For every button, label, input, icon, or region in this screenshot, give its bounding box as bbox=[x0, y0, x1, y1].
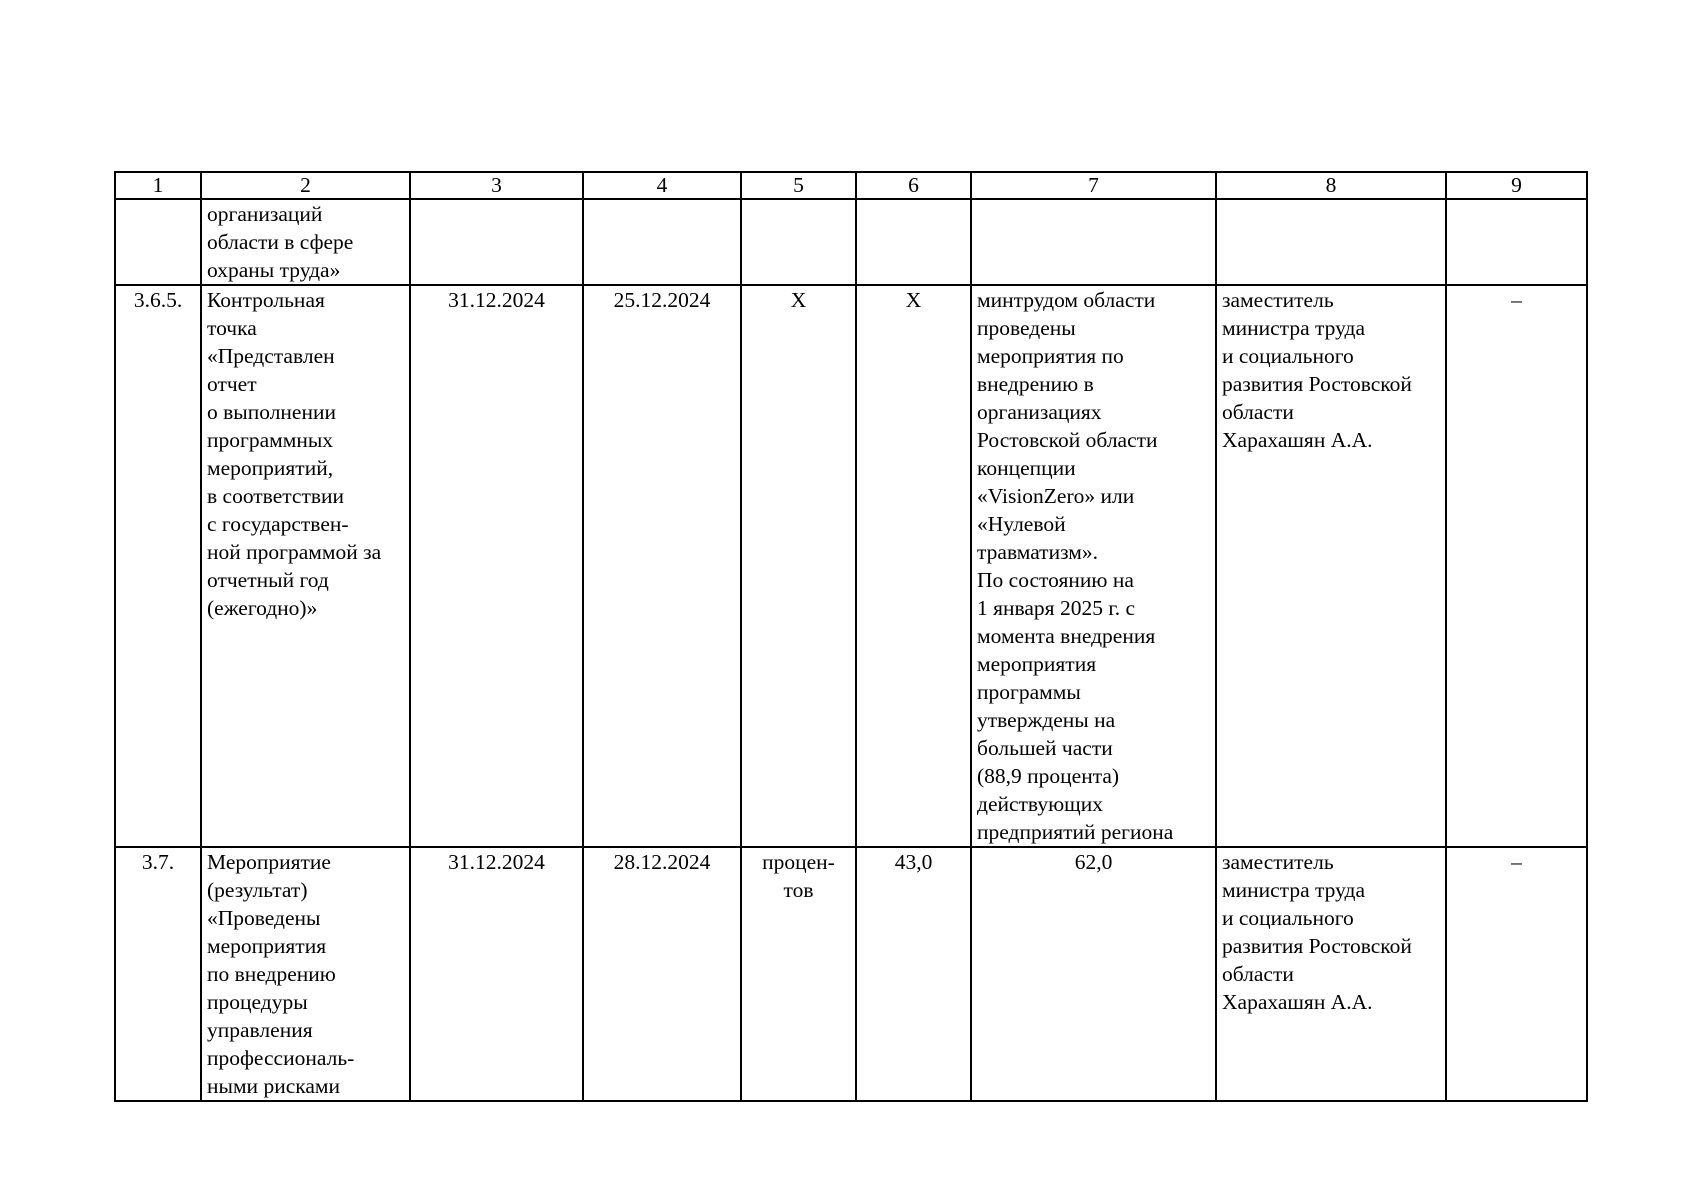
unit: Х bbox=[741, 285, 856, 847]
plan-value bbox=[856, 199, 971, 285]
responsible bbox=[1216, 199, 1446, 285]
plan-date bbox=[410, 199, 583, 285]
header-cell-3: 3 bbox=[410, 172, 583, 199]
header-cell-7: 7 bbox=[971, 172, 1216, 199]
header-row bbox=[115, 172, 1587, 199]
plan-value: 43,0 bbox=[856, 847, 971, 1101]
plan-value: Х bbox=[856, 285, 971, 847]
header-cell-6: 6 bbox=[856, 172, 971, 199]
row-number: 3.7. bbox=[115, 847, 201, 1101]
fact-date: 28.12.2024 bbox=[583, 847, 741, 1101]
plan-date: 31.12.2024 bbox=[410, 285, 583, 847]
note: – bbox=[1446, 847, 1587, 1101]
table-row bbox=[115, 285, 1587, 847]
note bbox=[1446, 199, 1587, 285]
unit bbox=[741, 199, 856, 285]
document-table bbox=[114, 171, 1588, 1102]
result-text bbox=[971, 199, 1216, 285]
fact-date: 25.12.2024 bbox=[583, 285, 741, 847]
item-name: организаций области в сфере охраны труда» bbox=[201, 199, 410, 285]
item-name: Мероприятие (результат) «Проведены мероприятия по внедрению процедуры управления профессиональ- ными рисками bbox=[201, 847, 410, 1101]
responsible: заместитель министра труда и социального развития Ростовской области Харахашян А.А. bbox=[1216, 285, 1446, 847]
table-row bbox=[115, 847, 1587, 1101]
row-number: 3.6.5. bbox=[115, 285, 201, 847]
header-cell-5: 5 bbox=[741, 172, 856, 199]
unit: процен- тов bbox=[741, 847, 856, 1101]
note: – bbox=[1446, 285, 1587, 847]
plan-date: 31.12.2024 bbox=[410, 847, 583, 1101]
header-cell-4: 4 bbox=[583, 172, 741, 199]
header-cell-9: 9 bbox=[1446, 172, 1587, 199]
responsible: заместитель министра труда и социального развития Ростовской области Харахашян А.А. bbox=[1216, 847, 1446, 1101]
table-row bbox=[115, 199, 1587, 285]
fact-date bbox=[583, 199, 741, 285]
header-cell-2: 2 bbox=[201, 172, 410, 199]
row-number bbox=[115, 199, 201, 285]
result-text: минтрудом области проведены мероприятия по внедрению в организациях Ростовской области концепции «VisionZero» или «Нулевой травматизм». По состоянию на 1 января 2025 г. с момента внедрения мероприятия программы утверждены на большей части (88,9 процента) действующих предприятий региона bbox=[971, 285, 1216, 847]
header-cell-8: 8 bbox=[1216, 172, 1446, 199]
item-name: Контрольная точка «Представлен отчет о выполнении программных мероприятий, в соответствии с государствен- ной программой за отчетный год (ежегодно)» bbox=[201, 285, 410, 847]
result-value: 62,0 bbox=[971, 847, 1216, 1101]
header-cell-1: 1 bbox=[115, 172, 201, 199]
